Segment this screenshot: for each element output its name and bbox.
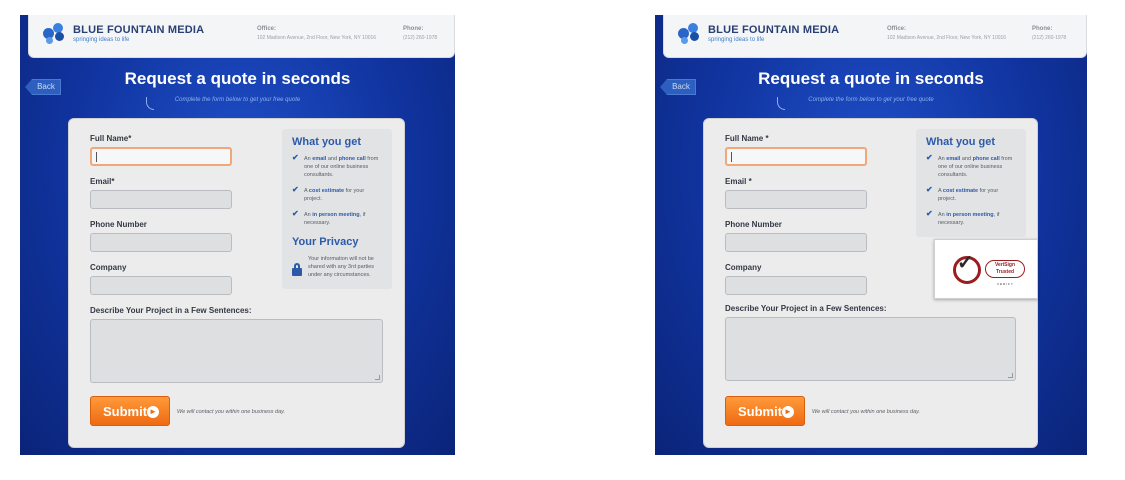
quote-form-card [68,118,405,448]
benefit-item: An in person meeting, if necessary. [304,212,366,226]
right-screenshot [655,15,1087,455]
project-description-label: Describe Your Project in a Few Sentences: [725,304,887,313]
project-description-label: Describe Your Project in a Few Sentences: [90,306,252,315]
email-input[interactable] [725,190,867,209]
email-input[interactable] [90,190,232,209]
benefit-item: An email and phone call from one of our online business consultants. [938,156,1013,178]
submit-label: Submit [738,404,783,419]
office-label: Office: [887,26,907,32]
resize-grip-icon[interactable] [375,375,380,380]
brand-name[interactable]: BLUE FOUNTAIN MEDIA [708,24,840,36]
phone-number-input[interactable] [725,233,867,252]
check-icon: ✔ [926,209,933,218]
privacy-text: Your information will not be shared with any 3rd parties under any circumstances. [308,256,375,278]
quote-form-card [703,118,1038,448]
resize-grip-icon[interactable] [1008,373,1013,378]
full-name-input[interactable] [90,147,232,166]
brand-name[interactable]: BLUE FOUNTAIN MEDIA [73,24,205,36]
submit-button[interactable] [725,396,805,426]
check-icon: ✓ [957,252,974,274]
verisign-label: VeriSign Trusted [985,260,1025,278]
phone-number-label: Phone Number [90,220,147,229]
phone-label: Phone: [403,26,424,32]
phone-number-label: Phone Number [725,220,782,229]
what-you-get-title: What you get [292,136,362,148]
brand-tagline: springing ideas to life [708,37,765,43]
logo-icon [678,23,706,43]
site-header [663,15,1087,58]
phone-number-input[interactable] [90,233,232,252]
text-caret [731,152,732,162]
privacy-title: Your Privacy [292,236,359,248]
email-label: Email * [725,177,752,186]
benefit-item: A cost estimate for your project. [938,188,999,202]
full-name-label: Full Name * [725,134,769,143]
benefit-item: An email and phone call from one of our online business consultants. [304,156,379,178]
submit-button[interactable] [90,396,170,426]
benefits-panel [282,129,392,289]
benefit-item: An in person meeting, if necessary. [938,212,1000,226]
brand-tagline: springing ideas to life [73,37,130,43]
company-input[interactable] [725,276,867,295]
phone-value: (212) 260-1978 [1032,35,1067,41]
phone-label: Phone: [1032,26,1053,32]
logo-icon [43,23,71,43]
page-subtitle: Complete the form below to get your free quote [174,97,301,103]
check-icon: ✔ [292,153,299,162]
contact-note: We will contact you within one business day. [812,409,921,415]
back-button[interactable]: Back [31,79,61,95]
verisign-verify-text: VERIFY [997,282,1014,286]
site-header [28,15,455,58]
office-value: 102 Madison Avenue, 2nd Floor, New York, NY 10016 [887,35,1007,41]
full-name-input[interactable] [725,147,867,166]
text-caret [96,152,97,162]
company-label: Company [90,263,127,272]
verisign-trusted-badge[interactable] [934,239,1038,299]
phone-value: (212) 260-1978 [403,35,438,41]
page-title: Request a quote in seconds [124,69,351,88]
page-subtitle: Complete the form below to get your free quote [808,97,934,103]
lock-icon [292,263,302,276]
check-icon: ✔ [292,209,299,218]
benefit-item: A cost estimate for your project. [304,188,365,202]
arrow-right-circle-icon: ► [782,406,794,418]
project-description-textarea[interactable] [725,317,1016,381]
page-title: Request a quote in seconds [758,69,984,88]
left-screenshot [20,15,455,455]
contact-note: We will contact you within one business day. [177,409,286,415]
check-icon: ✔ [926,153,933,162]
what-you-get-title: What you get [926,136,996,148]
submit-label: Submit [103,404,148,419]
benefits-panel [916,129,1026,237]
office-label: Office: [257,26,277,32]
arrow-right-circle-icon: ► [147,406,159,418]
email-label: Email* [90,177,115,186]
back-button[interactable]: Back [666,79,696,95]
project-description-textarea[interactable] [90,319,383,383]
office-value: 102 Madison Avenue, 2nd Floor, New York, NY 10016 [257,35,377,41]
company-input[interactable] [90,276,232,295]
check-icon: ✔ [292,185,299,194]
check-icon: ✔ [926,185,933,194]
full-name-label: Full Name* [90,134,132,143]
company-label: Company [725,263,762,272]
